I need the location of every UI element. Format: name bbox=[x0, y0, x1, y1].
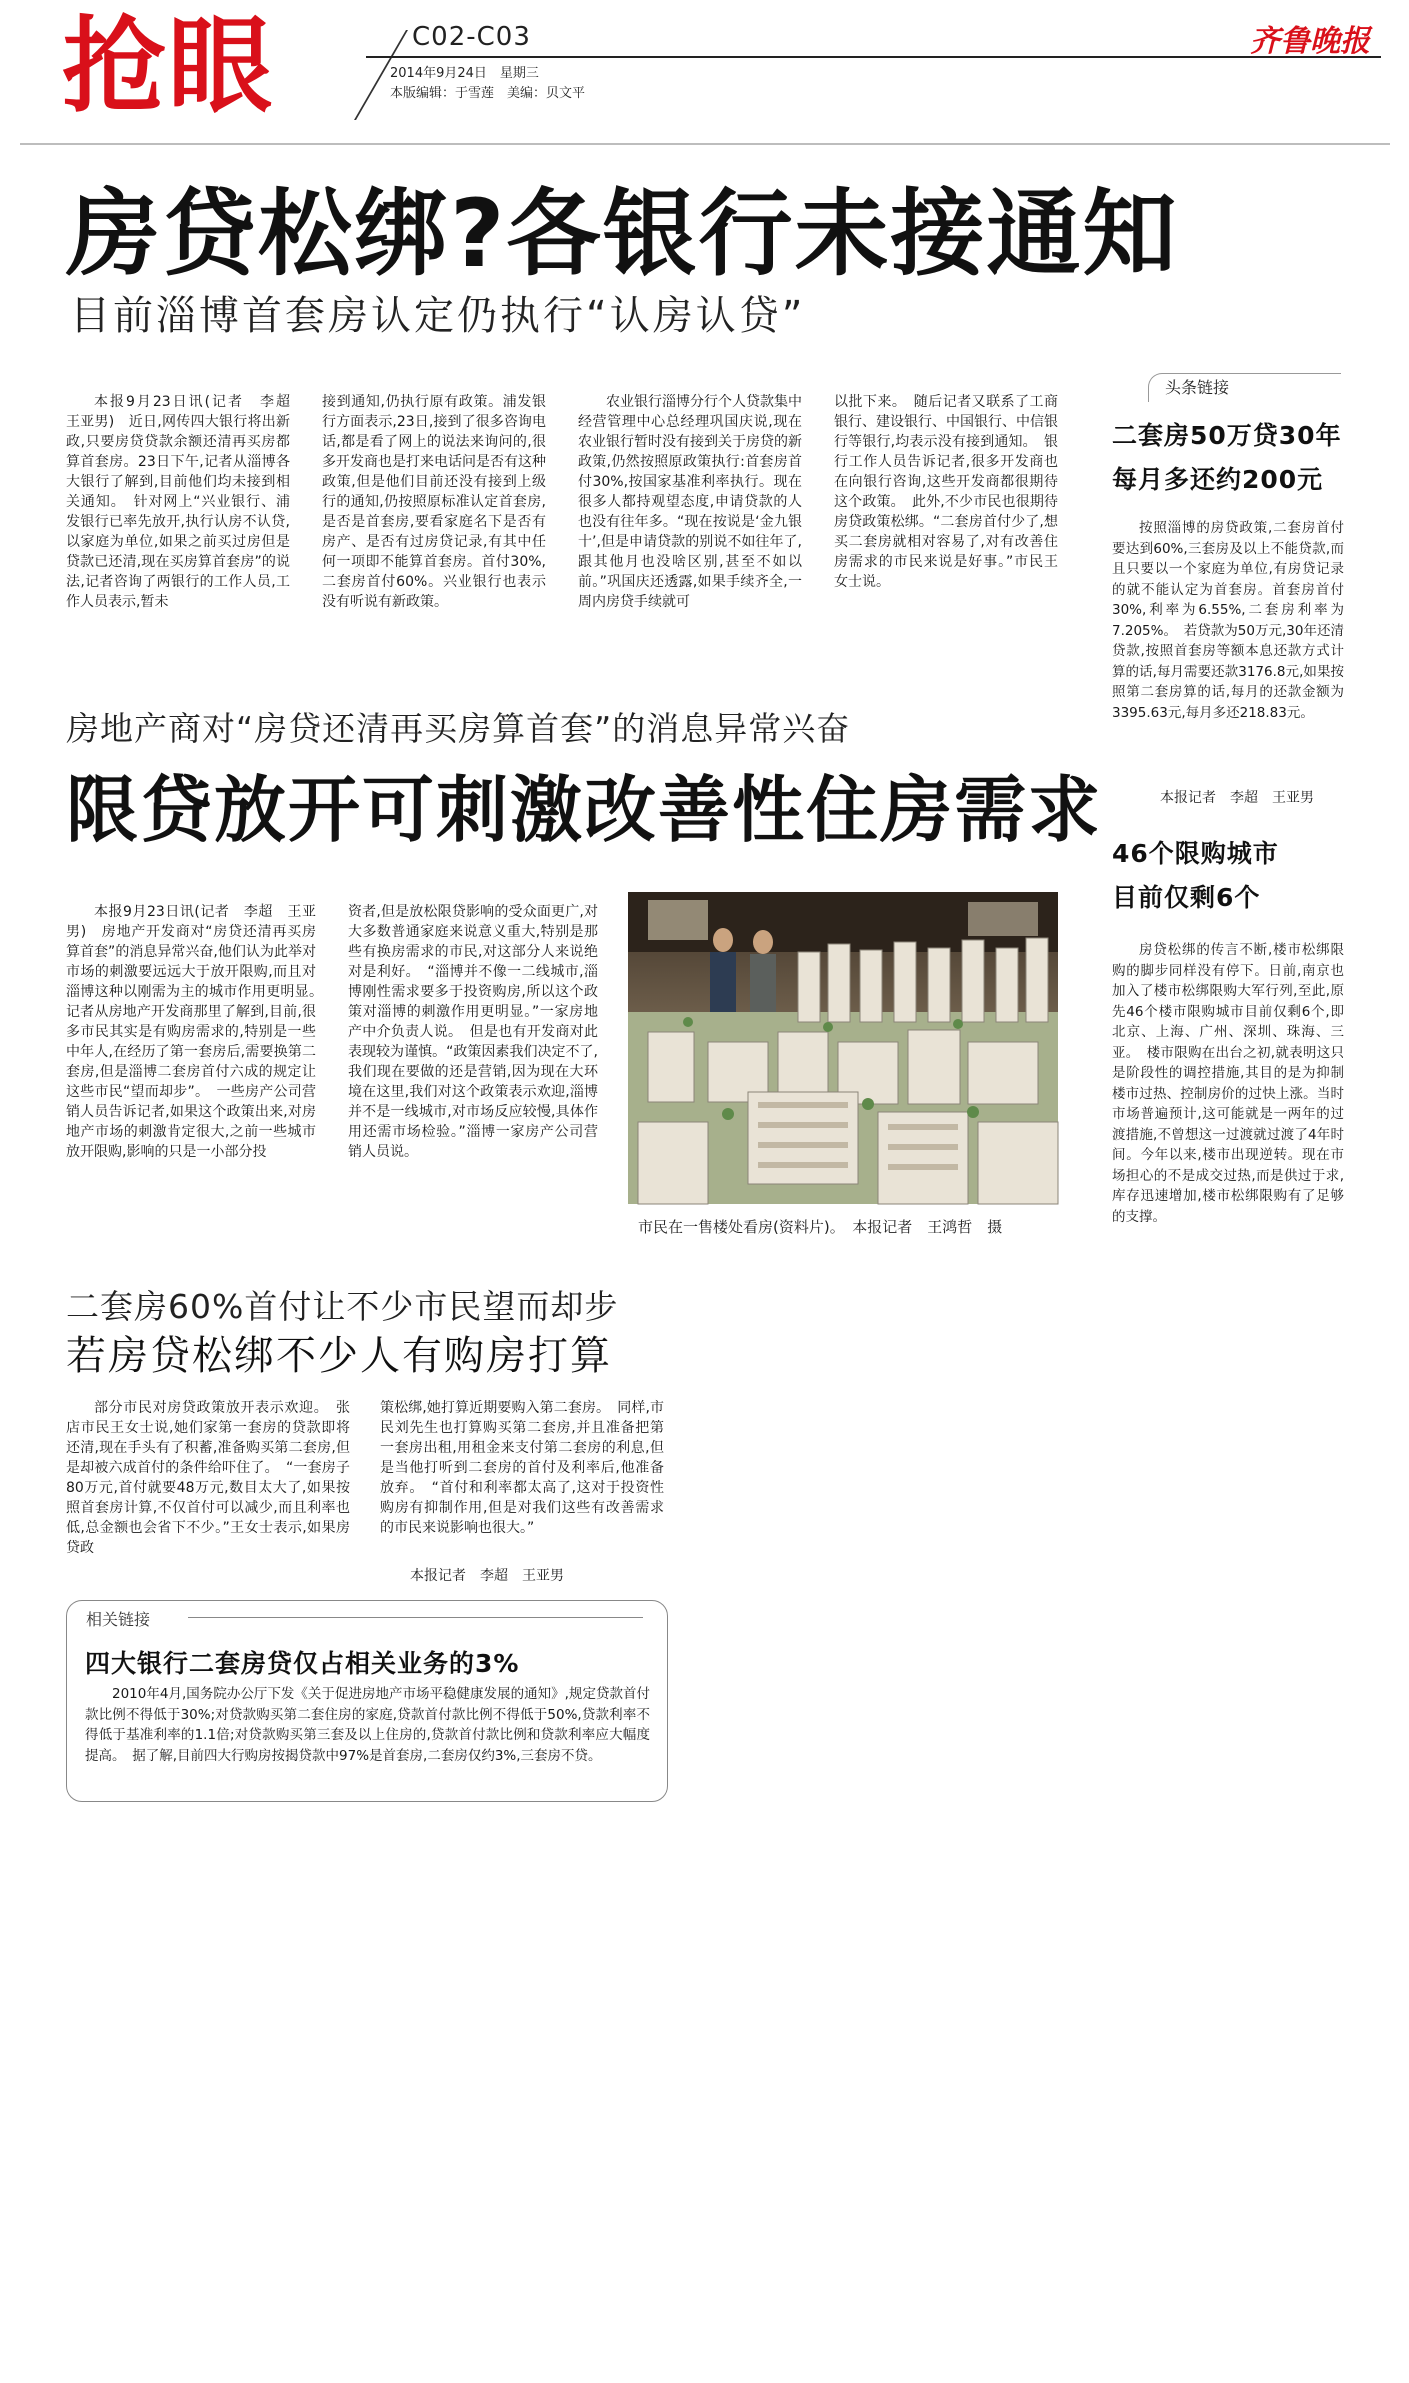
date-line: 2014年9月24日 星期三 bbox=[390, 66, 539, 81]
article2-kicker: 房地产商对“房贷还清再买房算首套”的消息异常兴奋 bbox=[66, 709, 851, 748]
editors-line: 本版编辑：于雪莲 美编：贝文平 bbox=[390, 86, 586, 101]
main-subheadline: 目前淄博首套房认定仍执行“认房认贷” bbox=[70, 293, 806, 339]
article2-headline: 限贷放开可刺激改善性住房需求 bbox=[66, 768, 1103, 852]
related-body: 2010年4月,国务院办公厅下发《关于促进房地产市场平稳健康发展的通知》,规定贷款首付款比例不得低于30%;对贷款购买第二套住房的家庭,贷款首付款比例不得低于50%,贷款利率不得低于基准利率的1.1倍;对贷款购买第三套及以上住房的,贷款首付款比例和贷款利率应大幅度提高。 据了解,目前四大行购房按揭贷款中97%是首套房,二套房仅约3%,三套房不贷。 bbox=[85, 1686, 650, 1764]
real-estate-model-photo bbox=[628, 892, 1058, 1204]
sidebar-item1-byline: 本报记者 李超 王亚男 bbox=[1160, 790, 1314, 806]
masthead-rule bbox=[366, 56, 1381, 58]
page-numbers: C02-C03 bbox=[412, 22, 531, 52]
article1-column-4: 以批下来。 随后记者又联系了工商银行、建设银行、中国银行、中信银行等银行,均表示没有接到通知。 银行工作人员告诉记者,很多开发商也在向银行咨询,这些开发商都很期待这个政策。 此外,不少市民也很期待房贷政策松绑。“二套房首付少了,想买二套房就相对容易了,对有改善住房需求的市民来说是好事。”市民王女士说。 bbox=[834, 394, 1058, 590]
related-links-rule bbox=[188, 1617, 643, 1618]
sidebar-item1-title: 二套房50万贷30年 每月多还约200元 bbox=[1112, 421, 1342, 494]
sidebar-tag: 头条链接 bbox=[1165, 378, 1230, 397]
related-links-tab: 相关链接 bbox=[86, 1610, 151, 1629]
article3-kicker: 二套房60%首付让不少市民望而却步 bbox=[66, 1287, 619, 1326]
newspaper-brand: 齐鲁晚报 bbox=[1250, 24, 1370, 59]
article1-column-3: 农业银行淄博分行个人贷款集中经营管理中心总经理巩国庆说,现在农业银行暂时没有接到关于房贷的新政策,仍然按照原政策执行:首套房首付30%,按国家基准利率执行。现在很多人都持观望态度,申请贷款的人也没有往年多。“现在按说是‘金九银十’,但是申请贷款的别说不如往年了,跟其他月也没啥区别,甚至不如以前。”巩国庆还透露,如果手续齐全,一周内房贷手续就可 bbox=[578, 394, 802, 610]
section-logo: 抢眼 bbox=[62, 5, 275, 127]
article3-column-2: 策松绑,她打算近期要购入第二套房。 同样,市民刘先生也打算购买第二套房,并且准备把第一套房出租,用租金来支付第二套房的利息,但是当他打听到二套房的首付及利率后,他准备放弃。 “首付和利率都太高了,这对于投资性购房有抑制作用,但是对我们这些有改善需求的市民来说影响也很大。” bbox=[380, 1400, 664, 1536]
photo-caption: 市民在一售楼处看房(资料片)。 本报记者 王鸿哲 摄 bbox=[638, 1218, 1003, 1236]
article1-column-1: 本报9月23日讯(记者 李超 王亚男) 近日,网传四大银行将出新政,只要房贷贷款余额还清再买房都算首套房。23日下午,记者从淄博各大银行了解到,目前他们均未接到相关通知。 针对网上“兴业银行、浦发银行已率先放开,执行认房不认贷,以家庭为单位,如果之前买过房但是贷款已还清,现在买房算首套房”的说法,记者咨询了两银行的工作人员,工作人员表示,暂未 bbox=[66, 394, 304, 610]
article3-headline: 若房贷松绑不少人有购房打算 bbox=[66, 1333, 612, 1379]
article2-column-2: 资者,但是放松限贷影响的受众面更广,对大多数普通家庭来说意义重大,特别是那些有换房需求的市民,对这部分人来说绝对是利好。 “淄博并不像一二线城市,淄博刚性需求要多于投资购房,所以这个政策对淄博的刺激作用更明显。”一家房地产中介负责人说。 但是也有开发商对此表现较为谨慎。“政策因素我们决定不了,我们现在要做的还是营销,因为现在大环境在这里,我们对这个政策表示欢迎,淄博并不是一线城市,对市场反应较慢,具体作用还需市场检验。”淄博一家房产公司营销人员说。 bbox=[348, 904, 598, 1160]
article3-column-1: 部分市民对房贷政策放开表示欢迎。 张店市民王女士说,她们家第一套房的贷款即将还清,现在手头有了积蓄,准备购买第二套房,但是却被六成首付的条件给吓住了。 “一套房子80万元,首付就要48万元,数目太大了,如果按照首套房计算,不仅首付可以减少,而且利率也低,总金额也会省下不少。”王女士表示,如果房贷政 bbox=[66, 1400, 350, 1556]
masthead-meta bbox=[390, 64, 585, 104]
sidebar-item2-title: 46个限购城市 目前仅剩6个 bbox=[1112, 839, 1279, 912]
photo-illustration bbox=[628, 892, 1058, 1204]
header-divider bbox=[20, 143, 1390, 145]
article2-column-1: 本报9月23日讯(记者 李超 王亚男) 房地产开发商对“房贷还清再买房算首套”的消息异常兴奋,他们认为此举对市场的刺激要远远大于放开限购,而且对淄博这种以刚需为主的城市作用更明显。 记者从房地产开发商那里了解到,目前,很多市民其实是有购房需求的,特别是一些中年人,在经历了第一套房后,需要换第二套房,但是淄博二套房首付六成的规定让这些市民“望而却步”。 一些房产公司营销人员告诉记者,如果这个政策出来,对房地产市场的刺激肯定很大,之前一些城市放开限购,影响的只是一小部分投 bbox=[66, 904, 330, 1160]
sidebar-item2-body: 房贷松绑的传言不断,楼市松绑限购的脚步同样没有停下。日前,南京也加入了楼市松绑限购大军行列,至此,原先46个楼市限购城市目前仅剩6个,即北京、上海、广州、深圳、珠海、三亚。 楼市限购在出台之初,就表明这只是阶段性的调控措施,其目的是为抑制楼市过热、控制房价的过快上涨。当时市场普遍预计,这可能就是一两年的过渡措施,不曾想这一过渡就过渡了4年时间。今年以来,楼市出现逆转。现在市场担心的不是成交过热,而是供过于求,库存迅速增加,楼市松绑限购有了足够的支撑。 bbox=[1112, 942, 1344, 1225]
article1-column-2: 接到通知,仍执行原有政策。浦发银行方面表示,23日,接到了很多咨询电话,都是看了网上的说法来询问的,很多开发商也是打来电话问是否有这种政策,但是他们目前还没有接到上级行的通知,仍按照原标准认定首套房,是否是首套房,要看家庭名下是否有房产、是否有过房贷记录,有其中任何一项即不能算首套房。首付30%,二套房首付60%。兴业银行也表示没有听说有新政策。 bbox=[322, 394, 546, 610]
main-headline: 房贷松绑?各银行未接通知 bbox=[66, 180, 1179, 289]
article3-byline: 本报记者 李超 王亚男 bbox=[410, 1568, 564, 1584]
sidebar-item1-body: 按照淄博的房贷政策,二套房首付要达到60%,三套房及以上不能贷款,而且只要以一个家庭为单位,有房贷记录的就不能认定为首套房。首套房首付30%,利率为6.55%,二套房利率为7.205%。 若贷款为50万元,30年还清贷款,按照首套房等额本息还款方式计算的话,每月需要还款3176.8元,如果按照第二套房算的话,每月的还款金额为3395.63元,每月多还218.83元。 bbox=[1112, 520, 1344, 721]
related-title: 四大银行二套房贷仅占相关业务的3% bbox=[85, 1649, 520, 1678]
